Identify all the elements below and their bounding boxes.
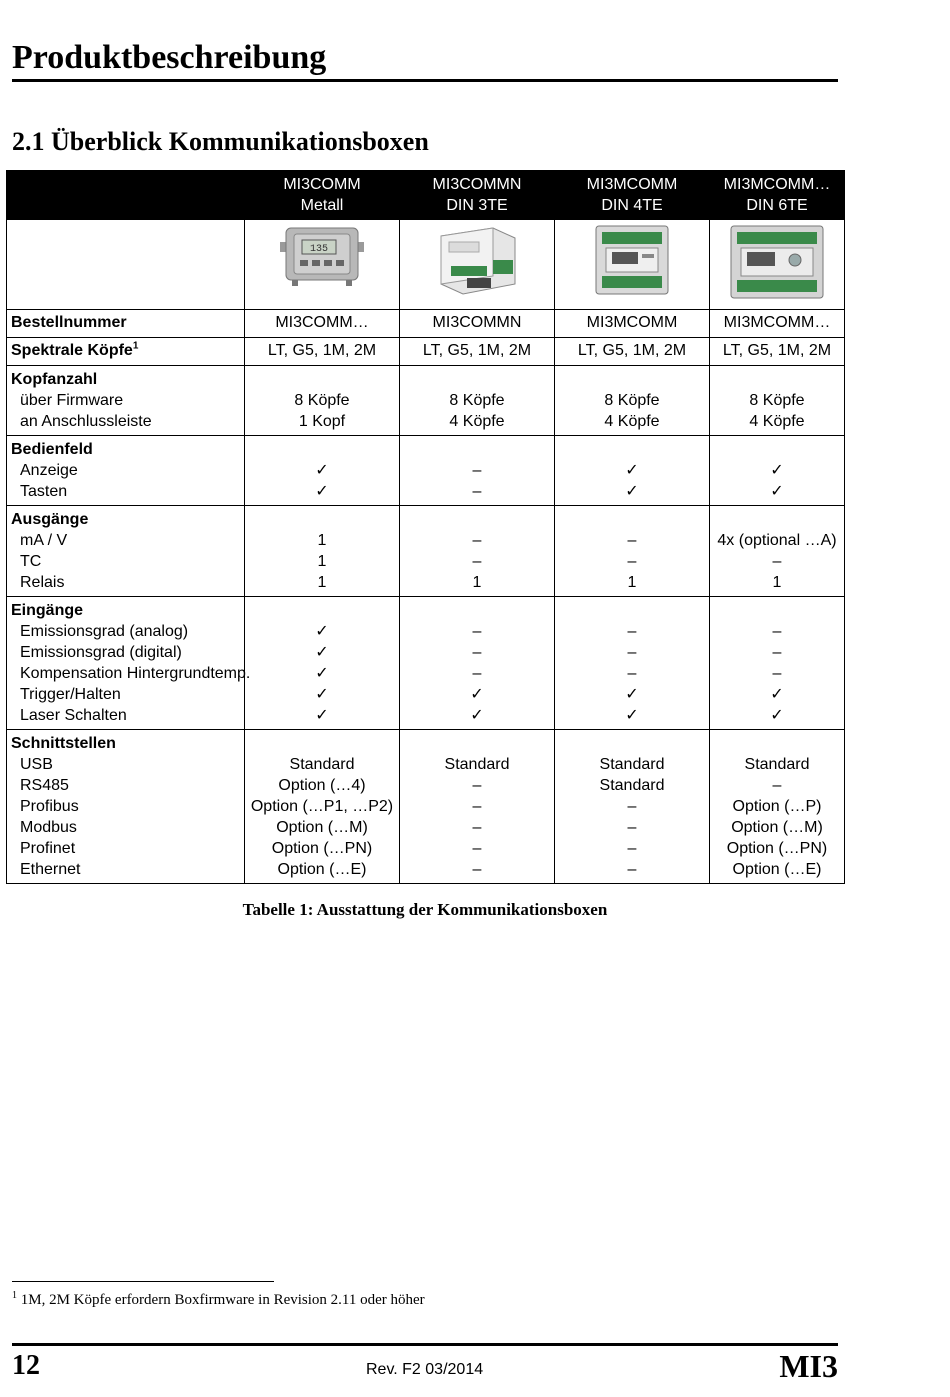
comparison-table: [6, 170, 845, 884]
cell-value: MI3COMM…: [275, 314, 369, 331]
table-cell: [400, 506, 555, 597]
cell-value: ✓: [625, 686, 639, 703]
column-header-model: MI3COMMN: [432, 176, 522, 193]
cell-value: Option (…E): [732, 861, 822, 878]
cell-value: –: [472, 462, 482, 479]
row-label: Eingänge: [11, 602, 84, 619]
table-cell: [710, 436, 845, 506]
cell-value: –: [472, 623, 482, 640]
footnote: [12, 1292, 425, 1309]
cell-value: –: [472, 532, 482, 549]
cell-value: MI3COMMN: [432, 314, 522, 331]
row-sublabel: Tasten: [20, 483, 68, 500]
cell-value: –: [627, 798, 637, 815]
footer-divider: [12, 1343, 838, 1346]
column-header-model: MI3MCOMM…: [723, 176, 831, 193]
cell-value: 4 Köpfe: [749, 413, 805, 430]
row-label: Ausgänge: [11, 511, 89, 528]
cell-value: ✓: [315, 686, 329, 703]
product-image-row: [7, 220, 845, 310]
header-empty-cell: [7, 171, 245, 220]
cell-value: LT, G5, 1M, 2M: [422, 342, 532, 359]
table-cell: [710, 597, 845, 730]
cell-value: Option (…PN): [271, 840, 373, 857]
table-cell: [400, 597, 555, 730]
cell-value: –: [772, 623, 782, 640]
cell-value: –: [627, 665, 637, 682]
table-row-bestellnummer: [7, 310, 845, 338]
row-label: [7, 338, 244, 364]
cell-value: ✓: [315, 707, 329, 724]
cell-value: –: [472, 861, 482, 878]
cell-value: –: [472, 777, 482, 794]
cell-value: –: [472, 840, 482, 857]
cell-value: 1: [472, 574, 482, 591]
row-label-cell: [7, 730, 245, 884]
row-label: Bedienfeld: [11, 441, 93, 458]
table-row-spektrale-koepfe: [7, 338, 845, 366]
page-number: 12: [12, 1350, 40, 1381]
cell-value: Standard: [289, 756, 355, 773]
row-sublabel: Modbus: [20, 819, 77, 836]
cell-value: ✓: [315, 644, 329, 661]
cell-value: LT, G5, 1M, 2M: [267, 342, 377, 359]
footnote-marker: 1: [12, 1290, 17, 1301]
section-title: 2.1 Überblick Kommunikationsboxen: [12, 127, 429, 156]
cell-value: Option (…M): [276, 819, 368, 836]
cell-value: 1: [772, 574, 782, 591]
row-sublabel: Ethernet: [20, 861, 81, 878]
footnote-text: 1M, 2M Köpfe erfordern Boxfirmware in Revision 2.11 oder höher: [20, 1292, 425, 1308]
cell-value: –: [772, 665, 782, 682]
cell-value: ✓: [315, 462, 329, 479]
row-sublabel: über Firmware: [20, 392, 124, 409]
table-cell: [710, 338, 845, 366]
metal-box-device-icon: [272, 220, 372, 290]
table-cell: [245, 366, 400, 436]
cell-value: 1: [317, 553, 327, 570]
column-header-variant: DIN 3TE: [446, 197, 508, 214]
cell-value: ✓: [315, 665, 329, 682]
table-row-bedienfeld: [7, 436, 845, 506]
cell-value: 8 Köpfe: [294, 392, 350, 409]
table-header-row: [7, 171, 845, 220]
cell-value: 4 Köpfe: [604, 413, 660, 430]
row-sublabel: an Anschlussleiste: [20, 413, 152, 430]
cell-value: ✓: [625, 707, 639, 724]
cell-value: Standard: [444, 756, 510, 773]
row-label: Schnittstellen: [11, 735, 116, 752]
column-header-variant: DIN 6TE: [746, 197, 808, 214]
row-label-cell: [7, 366, 245, 436]
table-cell: [710, 506, 845, 597]
column-header-mi3mcomm-4te: [555, 171, 710, 220]
column-header-mi3mcomm-6te: [710, 171, 845, 220]
row-sublabel: Emissionsgrad (analog): [20, 623, 189, 640]
cell-value: –: [627, 553, 637, 570]
row-label-text: Spektrale Köpfe: [11, 342, 133, 359]
cell-value: ✓: [470, 686, 484, 703]
table-cell: [555, 366, 710, 436]
cell-value: ✓: [625, 483, 639, 500]
cell-value: ✓: [470, 707, 484, 724]
cell-value: –: [772, 553, 782, 570]
cell-value: ✓: [625, 462, 639, 479]
row-sublabel: Kompensation Hintergrundtemp.: [20, 665, 251, 682]
footnote-marker: 1: [132, 340, 139, 352]
table-cell: [710, 366, 845, 436]
cell-value: ✓: [770, 707, 784, 724]
row-sublabel: Emissionsgrad (digital): [20, 644, 182, 661]
cell-value: –: [772, 644, 782, 661]
cell-value: ✓: [315, 483, 329, 500]
table-cell: [245, 506, 400, 597]
cell-value: Option (…M): [731, 819, 823, 836]
cell-value: ✓: [770, 462, 784, 479]
cell-value: –: [472, 644, 482, 661]
row-sublabel: Profinet: [20, 840, 76, 857]
cell-value: ✓: [315, 623, 329, 640]
cell-value: –: [627, 861, 637, 878]
column-header-model: MI3MCOMM: [586, 176, 678, 193]
row-sublabel: Profibus: [20, 798, 79, 815]
table-cell: [245, 338, 400, 366]
table-cell: [555, 338, 710, 366]
row-label-cell: [7, 436, 245, 506]
product-image-cell: [555, 220, 710, 310]
row-label-cell: [7, 310, 245, 338]
row-sublabel: Relais: [20, 574, 65, 591]
row-sublabel: Anzeige: [20, 462, 78, 479]
cell-value: –: [472, 483, 482, 500]
column-header-mi3commn: [400, 171, 555, 220]
cell-value: Option (…E): [277, 861, 367, 878]
cell-value: –: [627, 623, 637, 640]
svg-text:135: 135: [309, 244, 329, 255]
row-sublabel: TC: [20, 553, 42, 570]
cell-value: Option (…PN): [726, 840, 828, 857]
cell-value: LT, G5, 1M, 2M: [577, 342, 687, 359]
cell-value: –: [472, 798, 482, 815]
product-image-cell: [400, 220, 555, 310]
table-caption: Tabelle 1: Ausstattung der Kommunikationsboxen: [242, 900, 608, 919]
cell-value: MI3MCOMM…: [723, 314, 831, 331]
cell-value: –: [472, 665, 482, 682]
table-cell: [710, 310, 845, 338]
cell-value: –: [472, 819, 482, 836]
cell-value: 8 Köpfe: [749, 392, 805, 409]
row-label: Kopfanzahl: [11, 371, 98, 388]
din-rail-3te-device-icon: [427, 220, 527, 298]
row-label-cell: [7, 506, 245, 597]
table-cell: [245, 730, 400, 884]
cell-value: –: [627, 840, 637, 857]
page-header-title: Produktbeschreibung: [12, 39, 327, 76]
table-cell: [555, 730, 710, 884]
cell-value: –: [472, 553, 482, 570]
cell-value: LT, G5, 1M, 2M: [722, 342, 832, 359]
image-label-cell: [7, 220, 245, 310]
din-rail-6te-device-icon: [723, 220, 831, 304]
column-header-variant: DIN 4TE: [601, 197, 663, 214]
table-row-ausgaenge: [7, 506, 845, 597]
table-row-kopfanzahl: [7, 366, 845, 436]
cell-value: 1: [317, 574, 327, 591]
table-row-schnittstellen: [7, 730, 845, 884]
cell-value: 8 Köpfe: [449, 392, 505, 409]
product-image-cell: [245, 220, 400, 310]
row-sublabel: Trigger/Halten: [20, 686, 121, 703]
table-cell: [555, 506, 710, 597]
table-cell: [245, 436, 400, 506]
product-image-cell: [710, 220, 845, 310]
din-rail-4te-device-icon: [582, 220, 682, 300]
column-header-variant: Metall: [300, 197, 344, 214]
cell-value: MI3MCOMM: [586, 314, 678, 331]
cell-value: 1: [627, 574, 637, 591]
table-cell: [710, 730, 845, 884]
cell-value: ✓: [770, 686, 784, 703]
row-sublabel: RS485: [20, 777, 69, 794]
cell-value: Option (…4): [278, 777, 366, 794]
table-cell: [555, 436, 710, 506]
table-cell: [400, 310, 555, 338]
table-row-eingaenge: [7, 597, 845, 730]
cell-value: –: [627, 819, 637, 836]
row-sublabel: USB: [20, 756, 53, 773]
table-cell: [400, 436, 555, 506]
table-cell: [555, 310, 710, 338]
row-label-cell: [7, 597, 251, 730]
cell-value: Option (…P): [732, 798, 822, 815]
brand-logo: MI3: [779, 1348, 838, 1384]
table-cell: [555, 597, 710, 730]
cell-value: Option (…P1, …P2): [250, 798, 394, 815]
table-cell: [400, 338, 555, 366]
cell-value: 4x (optional …A): [717, 532, 837, 549]
table-cell: [400, 366, 555, 436]
cell-value: 8 Köpfe: [604, 392, 660, 409]
table-cell: [400, 730, 555, 884]
cell-value: Standard: [599, 756, 665, 773]
revision-label: Rev. F2 03/2014: [366, 1361, 484, 1378]
row-label-cell: [7, 338, 245, 366]
cell-value: 4 Köpfe: [449, 413, 505, 430]
cell-value: 1: [317, 532, 327, 549]
footnote-divider: [12, 1281, 274, 1282]
table-cell: [245, 597, 400, 730]
cell-value: ✓: [770, 483, 784, 500]
row-sublabel: Laser Schalten: [20, 707, 127, 724]
column-header-model: MI3COMM: [283, 176, 361, 193]
column-header-mi3comm: [245, 171, 400, 220]
row-label: Bestellnummer: [11, 314, 127, 331]
cell-value: Standard: [599, 777, 665, 794]
cell-value: –: [627, 532, 637, 549]
row-sublabel: mA / V: [20, 532, 68, 549]
header-divider: [12, 79, 838, 82]
cell-value: –: [627, 644, 637, 661]
cell-value: –: [772, 777, 782, 794]
table-cell: [245, 310, 400, 338]
cell-value: 1 Kopf: [298, 413, 346, 430]
cell-value: Standard: [744, 756, 810, 773]
